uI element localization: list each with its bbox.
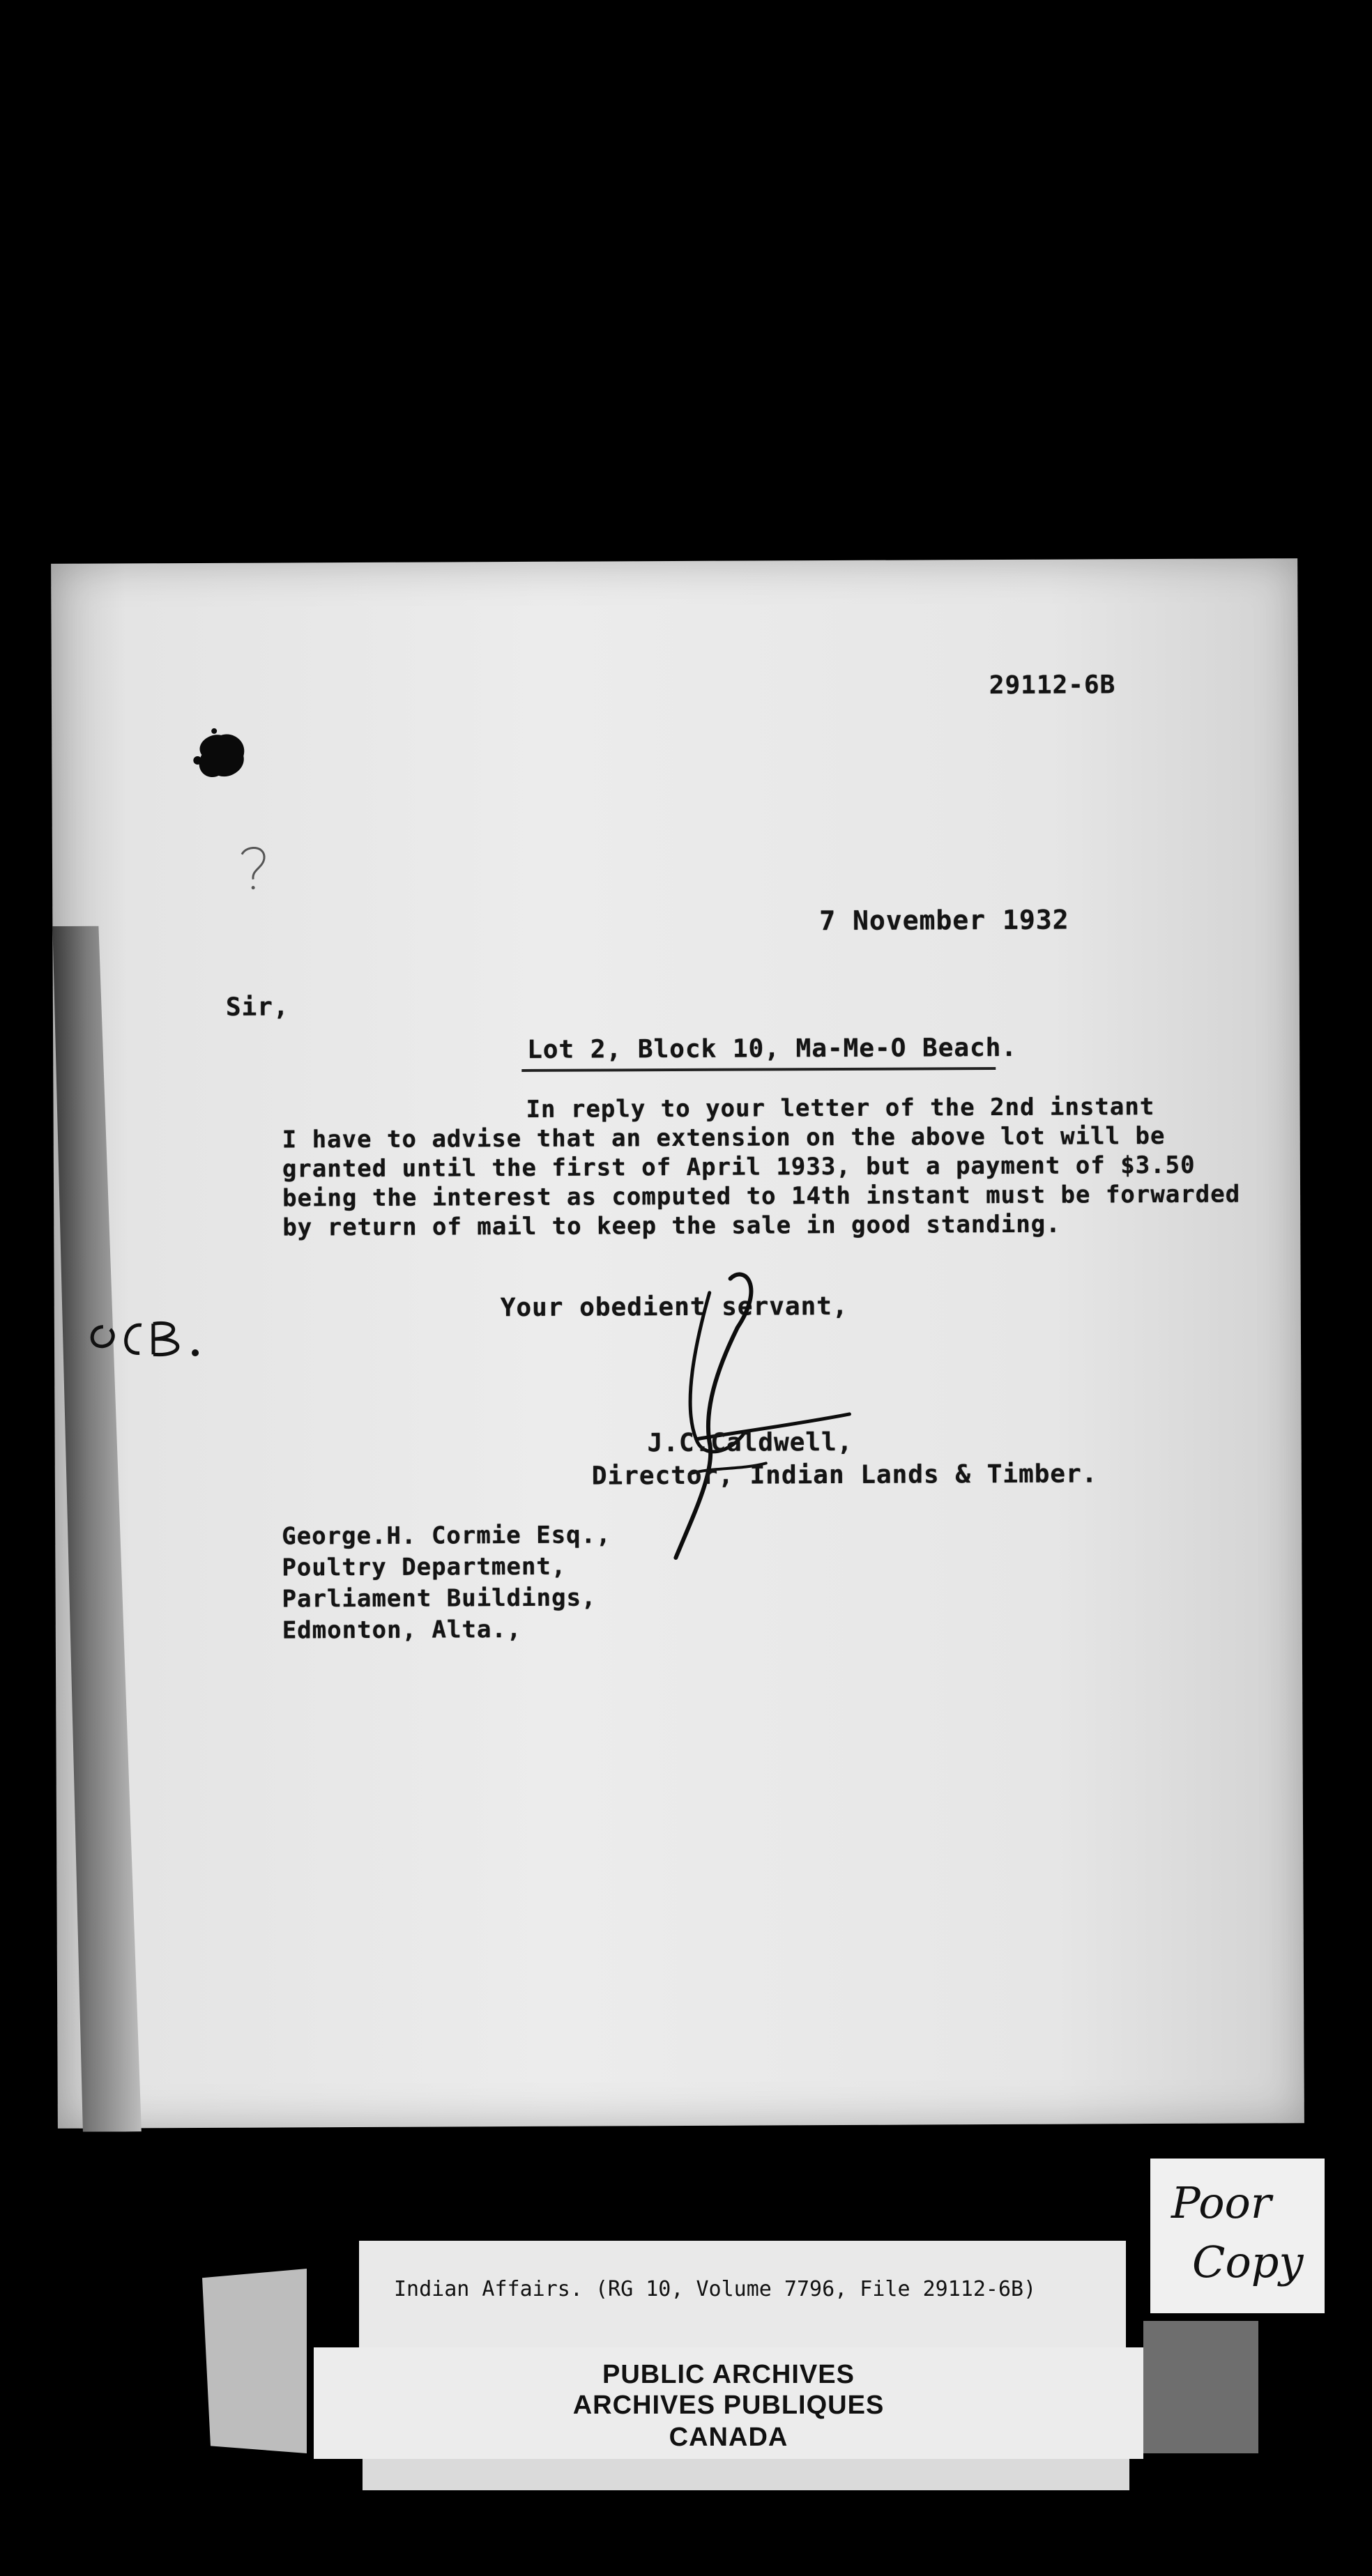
archives-line: ARCHIVES PUBLIQUES <box>572 2391 885 2420</box>
binding-edge <box>52 926 142 2132</box>
signatory-title: Director, Indian Lands & Timber. <box>591 1459 1098 1491</box>
margin-handwritten-initials <box>75 1312 215 1369</box>
subject-line: Lot 2, Block 10, Ma-Me-O Beach. <box>527 1033 1018 1064</box>
handwritten-signature <box>626 1264 864 1565</box>
address-line: Poultry Department, <box>282 1552 567 1582</box>
address-line: George.H. Cormie Esq., <box>282 1521 611 1551</box>
subject-underline <box>521 1067 996 1072</box>
archives-line: PUBLIC ARCHIVES <box>602 2360 855 2389</box>
letter-page <box>51 558 1304 2129</box>
poor-copy-word: Poor <box>1171 2177 1272 2228</box>
recipient-address <box>282 1519 611 1646</box>
poor-copy-word: Copy <box>1192 2237 1304 2287</box>
archive-reference: Indian Affairs. (RG 10, Volume 7796, File 29112-6B) <box>394 2277 1037 2301</box>
archives-stamp-card <box>314 2347 1143 2459</box>
signatory-name: J.C.Caldwell, <box>647 1427 853 1458</box>
letter-date: 7 November 1932 <box>819 904 1069 937</box>
closing-line: Your obedient servant, <box>500 1291 848 1323</box>
body-line: I have to advise that an extension on the above lot will be <box>282 1121 1166 1154</box>
letter-body <box>282 1091 1293 1242</box>
poor-copy-handwriting <box>1150 2159 1325 2313</box>
poor-copy-card <box>1150 2159 1325 2313</box>
left-card-tab <box>202 2269 307 2453</box>
bottom-card-strip <box>363 2459 1129 2490</box>
right-card-tab <box>1143 2321 1258 2453</box>
ink-blot-mark <box>188 727 250 783</box>
body-line: granted until the first of April 1933, but a payment of $3.50 <box>282 1151 1196 1183</box>
body-line: being the interest as computed to 14th instant must be forwarded <box>282 1180 1241 1213</box>
salutation: Sir, <box>225 992 289 1022</box>
archives-line: CANADA <box>669 2423 788 2452</box>
reference-card <box>359 2241 1126 2349</box>
file-number: 29112-6B <box>989 670 1116 700</box>
body-line: by return of mail to keep the sale in good standing. <box>282 1210 1061 1242</box>
body-line: In reply to your letter of the 2nd instant <box>526 1093 1155 1124</box>
address-line: Parliament Buildings, <box>282 1584 597 1613</box>
pencil-question-mark <box>235 842 277 898</box>
address-line: Edmonton, Alta., <box>282 1615 522 1645</box>
